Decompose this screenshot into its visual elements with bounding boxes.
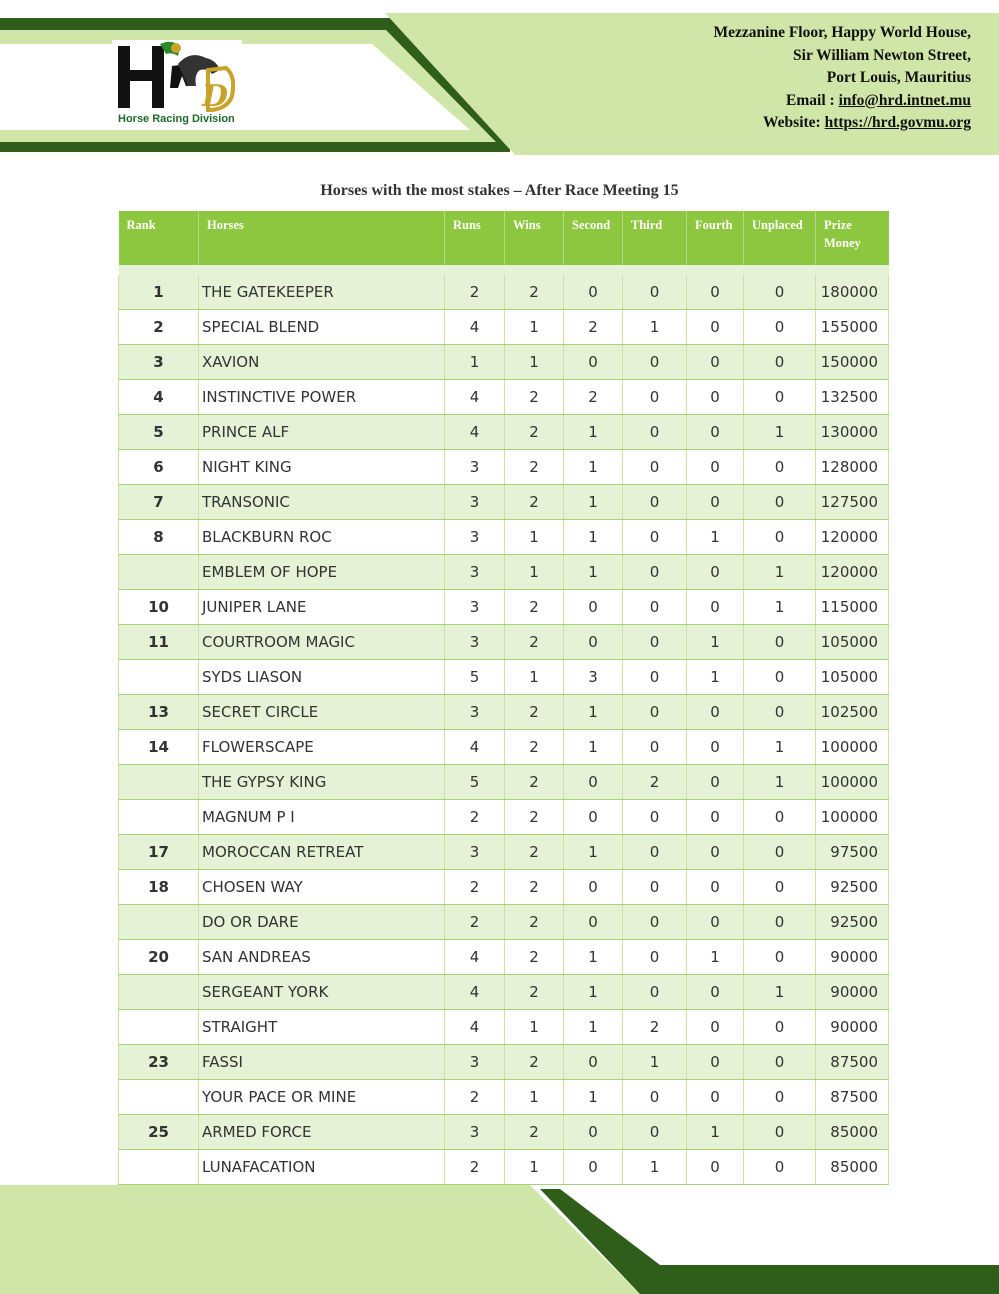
cell-rank: 17 [119, 835, 199, 870]
table-row [119, 1045, 889, 1080]
cell-runs: 3 [445, 835, 505, 870]
cell-wins: 2 [505, 940, 564, 975]
cell-third: 0 [623, 800, 687, 835]
cell-third: 0 [623, 345, 687, 380]
column-header-unplaced: Unplaced [744, 211, 816, 265]
cell-prize-money: 115000 [816, 590, 889, 625]
cell-third: 1 [623, 310, 687, 345]
cell-wins: 2 [505, 765, 564, 800]
cell-wins: 2 [505, 590, 564, 625]
address-line-2: Sir William Newton Street, [793, 46, 971, 64]
cell-horses: TRANSONIC [199, 485, 445, 520]
cell-second: 1 [564, 1080, 623, 1115]
address-line-3: Port Louis, Mauritius [826, 69, 971, 86]
cell-runs: 4 [445, 310, 505, 345]
cell-prize-money: 90000 [816, 975, 889, 1010]
cell-rank: 18 [119, 870, 199, 905]
website-label: Website: [763, 114, 825, 131]
table-row [119, 310, 889, 345]
cell-unplaced: 1 [744, 555, 816, 590]
cell-fourth: 0 [687, 1010, 744, 1045]
cell-fourth: 0 [687, 450, 744, 485]
cell-horses: SPECIAL BLEND [199, 310, 445, 345]
cell-rank: 25 [119, 1115, 199, 1150]
column-header-horses: Horses [199, 211, 445, 265]
cell-wins: 2 [505, 905, 564, 940]
table-row [119, 485, 889, 520]
cell-rank: 14 [119, 730, 199, 765]
cell-third: 1 [623, 1045, 687, 1080]
cell-rank [119, 905, 199, 940]
cell-runs: 2 [445, 905, 505, 940]
table-row [119, 415, 889, 450]
cell-unplaced: 1 [744, 765, 816, 800]
cell-horses: THE GATEKEEPER [199, 275, 445, 310]
cell-third: 0 [623, 520, 687, 555]
cell-fourth: 1 [687, 625, 744, 660]
cell-horses: SYDS LIASON [199, 660, 445, 695]
cell-unplaced: 0 [744, 380, 816, 415]
cell-prize-money: 87500 [816, 1045, 889, 1080]
cell-wins: 2 [505, 800, 564, 835]
cell-unplaced: 0 [744, 800, 816, 835]
cell-rank [119, 555, 199, 590]
website-link[interactable]: https://hrd.govmu.org [824, 114, 971, 131]
cell-unplaced: 0 [744, 485, 816, 520]
cell-runs: 2 [445, 800, 505, 835]
cell-second: 2 [564, 310, 623, 345]
cell-second: 1 [564, 940, 623, 975]
cell-unplaced: 0 [744, 1010, 816, 1045]
cell-third: 0 [623, 835, 687, 870]
cell-runs: 3 [445, 555, 505, 590]
cell-third: 0 [623, 695, 687, 730]
table-row [119, 450, 889, 485]
cell-fourth: 0 [687, 590, 744, 625]
table-row [119, 800, 889, 835]
cell-third: 0 [623, 450, 687, 485]
cell-prize-money: 100000 [816, 765, 889, 800]
hrd-logo-icon [116, 40, 242, 112]
cell-unplaced: 0 [744, 625, 816, 660]
cell-horses: LUNAFACATION [199, 1150, 445, 1185]
cell-rank: 4 [119, 380, 199, 415]
cell-fourth: 0 [687, 800, 744, 835]
column-header-rank: Rank [119, 211, 199, 265]
cell-fourth: 0 [687, 485, 744, 520]
cell-unplaced: 0 [744, 275, 816, 310]
cell-second: 1 [564, 1010, 623, 1045]
cell-unplaced: 0 [744, 520, 816, 555]
cell-unplaced: 1 [744, 590, 816, 625]
cell-rank: 6 [119, 450, 199, 485]
cell-wins: 2 [505, 870, 564, 905]
cell-fourth: 0 [687, 1045, 744, 1080]
cell-fourth: 0 [687, 765, 744, 800]
table-spacer-row [119, 265, 889, 275]
cell-wins: 1 [505, 520, 564, 555]
cell-third: 2 [623, 765, 687, 800]
cell-wins: 2 [505, 730, 564, 765]
cell-third: 0 [623, 275, 687, 310]
cell-second: 1 [564, 730, 623, 765]
cell-rank: 20 [119, 940, 199, 975]
cell-fourth: 0 [687, 730, 744, 765]
cell-third: 0 [623, 485, 687, 520]
cell-wins: 2 [505, 1045, 564, 1080]
cell-rank: 5 [119, 415, 199, 450]
cell-fourth: 0 [687, 870, 744, 905]
table-row [119, 1080, 889, 1115]
cell-wins: 2 [505, 415, 564, 450]
cell-third: 0 [623, 625, 687, 660]
cell-third: 0 [623, 590, 687, 625]
cell-third: 0 [623, 975, 687, 1010]
cell-fourth: 1 [687, 660, 744, 695]
cell-rank: 10 [119, 590, 199, 625]
cell-wins: 2 [505, 625, 564, 660]
cell-fourth: 0 [687, 415, 744, 450]
cell-horses: INSTINCTIVE POWER [199, 380, 445, 415]
cell-prize-money: 120000 [816, 520, 889, 555]
cell-runs: 3 [445, 1115, 505, 1150]
cell-rank: 13 [119, 695, 199, 730]
cell-rank [119, 800, 199, 835]
cell-unplaced: 0 [744, 1115, 816, 1150]
cell-unplaced: 0 [744, 450, 816, 485]
cell-prize-money: 102500 [816, 695, 889, 730]
cell-second: 0 [564, 345, 623, 380]
table-row [119, 905, 889, 940]
cell-runs: 3 [445, 485, 505, 520]
table-row [119, 625, 889, 660]
cell-rank [119, 975, 199, 1010]
cell-third: 0 [623, 555, 687, 590]
table-row [119, 1115, 889, 1150]
cell-prize-money: 87500 [816, 1080, 889, 1115]
cell-wins: 1 [505, 345, 564, 380]
stakes-table [118, 211, 889, 1185]
cell-horses: COURTROOM MAGIC [199, 625, 445, 660]
cell-runs: 4 [445, 380, 505, 415]
cell-second: 0 [564, 625, 623, 660]
cell-unplaced: 0 [744, 940, 816, 975]
cell-unplaced: 0 [744, 695, 816, 730]
email-label: Email : [786, 91, 839, 109]
table-header-row [119, 211, 889, 265]
cell-horses: FASSI [199, 1045, 445, 1080]
cell-horses: STRAIGHT [199, 1010, 445, 1045]
cell-unplaced: 0 [744, 870, 816, 905]
cell-third: 0 [623, 415, 687, 450]
cell-second: 0 [564, 800, 623, 835]
cell-rank: 2 [119, 310, 199, 345]
cell-prize-money: 120000 [816, 555, 889, 590]
table-row [119, 1150, 889, 1185]
cell-runs: 3 [445, 520, 505, 555]
cell-wins: 1 [505, 555, 564, 590]
cell-third: 0 [623, 380, 687, 415]
table-row [119, 870, 889, 905]
cell-runs: 4 [445, 730, 505, 765]
cell-third: 0 [623, 1080, 687, 1115]
cell-second: 1 [564, 450, 623, 485]
cell-runs: 3 [445, 1045, 505, 1080]
cell-wins: 1 [505, 1150, 564, 1185]
cell-second: 0 [564, 590, 623, 625]
cell-runs: 3 [445, 695, 505, 730]
cell-horses: PRINCE ALF [199, 415, 445, 450]
cell-third: 0 [623, 940, 687, 975]
cell-second: 1 [564, 975, 623, 1010]
cell-wins: 2 [505, 485, 564, 520]
cell-prize-money: 155000 [816, 310, 889, 345]
cell-wins: 2 [505, 695, 564, 730]
table-row [119, 940, 889, 975]
cell-second: 1 [564, 520, 623, 555]
cell-second: 0 [564, 275, 623, 310]
table-body [119, 265, 889, 1185]
cell-unplaced: 0 [744, 310, 816, 345]
cell-runs: 5 [445, 765, 505, 800]
cell-prize-money: 85000 [816, 1115, 889, 1150]
cell-prize-money: 85000 [816, 1150, 889, 1185]
cell-runs: 2 [445, 870, 505, 905]
cell-fourth: 0 [687, 975, 744, 1010]
cell-fourth: 0 [687, 310, 744, 345]
cell-prize-money: 90000 [816, 940, 889, 975]
table-row [119, 835, 889, 870]
cell-unplaced: 0 [744, 1080, 816, 1115]
cell-horses: EMBLEM OF HOPE [199, 555, 445, 590]
cell-second: 0 [564, 870, 623, 905]
cell-runs: 2 [445, 1080, 505, 1115]
cell-prize-money: 128000 [816, 450, 889, 485]
cell-wins: 2 [505, 975, 564, 1010]
cell-unplaced: 0 [744, 1045, 816, 1080]
cell-second: 0 [564, 905, 623, 940]
cell-runs: 4 [445, 1010, 505, 1045]
column-header-third: Third [623, 211, 687, 265]
cell-prize-money: 92500 [816, 905, 889, 940]
cell-fourth: 0 [687, 275, 744, 310]
table-row [119, 730, 889, 765]
website-line [714, 112, 971, 135]
cell-wins: 2 [505, 835, 564, 870]
cell-second: 1 [564, 835, 623, 870]
cell-horses: SERGEANT YORK [199, 975, 445, 1010]
cell-horses: ARMED FORCE [199, 1115, 445, 1150]
cell-rank [119, 660, 199, 695]
cell-unplaced: 0 [744, 660, 816, 695]
cell-runs: 2 [445, 275, 505, 310]
cell-prize-money: 92500 [816, 870, 889, 905]
cell-prize-money: 97500 [816, 835, 889, 870]
cell-wins: 2 [505, 1115, 564, 1150]
cell-fourth: 0 [687, 1150, 744, 1185]
table-row [119, 765, 889, 800]
cell-runs: 2 [445, 1150, 505, 1185]
cell-wins: 2 [505, 380, 564, 415]
cell-horses: FLOWERSCAPE [199, 730, 445, 765]
logo-caption: Horse Racing Division [118, 113, 235, 125]
cell-second: 1 [564, 415, 623, 450]
cell-horses: CHOSEN WAY [199, 870, 445, 905]
table-row [119, 975, 889, 1010]
cell-prize-money: 180000 [816, 275, 889, 310]
cell-horses: SECRET CIRCLE [199, 695, 445, 730]
cell-unplaced: 0 [744, 905, 816, 940]
cell-fourth: 0 [687, 835, 744, 870]
cell-second: 1 [564, 695, 623, 730]
column-header-second: Second [564, 211, 623, 265]
cell-prize-money: 150000 [816, 345, 889, 380]
cell-prize-money: 132500 [816, 380, 889, 415]
cell-third: 0 [623, 870, 687, 905]
column-header-fourth: Fourth [687, 211, 744, 265]
table-row [119, 660, 889, 695]
cell-rank [119, 1080, 199, 1115]
table-row [119, 380, 889, 415]
spacer-cell [119, 265, 889, 275]
table-row [119, 345, 889, 380]
cell-third: 0 [623, 1115, 687, 1150]
cell-horses: YOUR PACE OR MINE [199, 1080, 445, 1115]
cell-runs: 5 [445, 660, 505, 695]
column-header-runs: Runs [445, 211, 505, 265]
table-row [119, 275, 889, 310]
table-row [119, 520, 889, 555]
cell-unplaced: 0 [744, 835, 816, 870]
cell-unplaced: 1 [744, 975, 816, 1010]
cell-unplaced: 0 [744, 345, 816, 380]
cell-fourth: 1 [687, 940, 744, 975]
cell-fourth: 0 [687, 345, 744, 380]
cell-rank: 8 [119, 520, 199, 555]
cell-third: 1 [623, 1150, 687, 1185]
column-header-wins: Wins [505, 211, 564, 265]
cell-rank: 23 [119, 1045, 199, 1080]
cell-wins: 1 [505, 1010, 564, 1045]
cell-wins: 1 [505, 660, 564, 695]
cell-fourth: 0 [687, 380, 744, 415]
cell-runs: 3 [445, 625, 505, 660]
cell-horses: NIGHT KING [199, 450, 445, 485]
cell-prize-money: 100000 [816, 800, 889, 835]
cell-runs: 4 [445, 940, 505, 975]
cell-fourth: 0 [687, 905, 744, 940]
hrd-logo [112, 40, 242, 128]
footer-banner [0, 1185, 999, 1294]
cell-fourth: 1 [687, 1115, 744, 1150]
cell-prize-money: 105000 [816, 660, 889, 695]
cell-prize-money: 90000 [816, 1010, 889, 1045]
cell-second: 0 [564, 1115, 623, 1150]
cell-wins: 1 [505, 1080, 564, 1115]
cell-third: 0 [623, 905, 687, 940]
table-row [119, 555, 889, 590]
cell-horses: MOROCCAN RETREAT [199, 835, 445, 870]
cell-prize-money: 130000 [816, 415, 889, 450]
table-row [119, 590, 889, 625]
cell-horses: SAN ANDREAS [199, 940, 445, 975]
cell-prize-money: 105000 [816, 625, 889, 660]
cell-second: 1 [564, 485, 623, 520]
cell-runs: 3 [445, 590, 505, 625]
cell-horses: THE GYPSY KING [199, 765, 445, 800]
cell-fourth: 0 [687, 555, 744, 590]
cell-fourth: 1 [687, 520, 744, 555]
cell-rank [119, 1010, 199, 1045]
cell-rank [119, 1150, 199, 1185]
cell-runs: 4 [445, 415, 505, 450]
page-title: Horses with the most stakes – After Race Meeting 15 [320, 182, 679, 199]
cell-rank: 7 [119, 485, 199, 520]
cell-wins: 2 [505, 450, 564, 485]
cell-third: 0 [623, 660, 687, 695]
cell-horses: XAVION [199, 345, 445, 380]
cell-unplaced: 0 [744, 1150, 816, 1185]
cell-second: 1 [564, 555, 623, 590]
cell-runs: 3 [445, 450, 505, 485]
cell-third: 0 [623, 730, 687, 765]
cell-unplaced: 1 [744, 730, 816, 765]
svg-text:D: D [202, 79, 229, 112]
cell-wins: 1 [505, 310, 564, 345]
cell-horses: DO OR DARE [199, 905, 445, 940]
address-line-1: Mezzanine Floor, Happy World House, [713, 24, 971, 41]
cell-wins: 2 [505, 275, 564, 310]
cell-horses: MAGNUM P I [199, 800, 445, 835]
cell-second: 3 [564, 660, 623, 695]
cell-horses: JUNIPER LANE [199, 590, 445, 625]
cell-rank [119, 765, 199, 800]
email-link[interactable]: info@hrd.intnet.mu [838, 91, 971, 109]
cell-third: 2 [623, 1010, 687, 1045]
cell-runs: 1 [445, 345, 505, 380]
contact-address [714, 22, 971, 135]
cell-prize-money: 127500 [816, 485, 889, 520]
cell-second: 2 [564, 380, 623, 415]
cell-unplaced: 1 [744, 415, 816, 450]
table-row [119, 695, 889, 730]
cell-fourth: 0 [687, 695, 744, 730]
cell-rank: 3 [119, 345, 199, 380]
cell-rank: 11 [119, 625, 199, 660]
table-row [119, 1010, 889, 1045]
email-line [714, 90, 971, 113]
cell-horses: BLACKBURN ROC [199, 520, 445, 555]
cell-second: 0 [564, 1150, 623, 1185]
column-header-prize-money: Prize Money [816, 211, 889, 265]
cell-rank: 1 [119, 275, 199, 310]
cell-fourth: 0 [687, 1080, 744, 1115]
cell-prize-money: 100000 [816, 730, 889, 765]
cell-second: 0 [564, 765, 623, 800]
cell-second: 0 [564, 1045, 623, 1080]
cell-runs: 4 [445, 975, 505, 1010]
